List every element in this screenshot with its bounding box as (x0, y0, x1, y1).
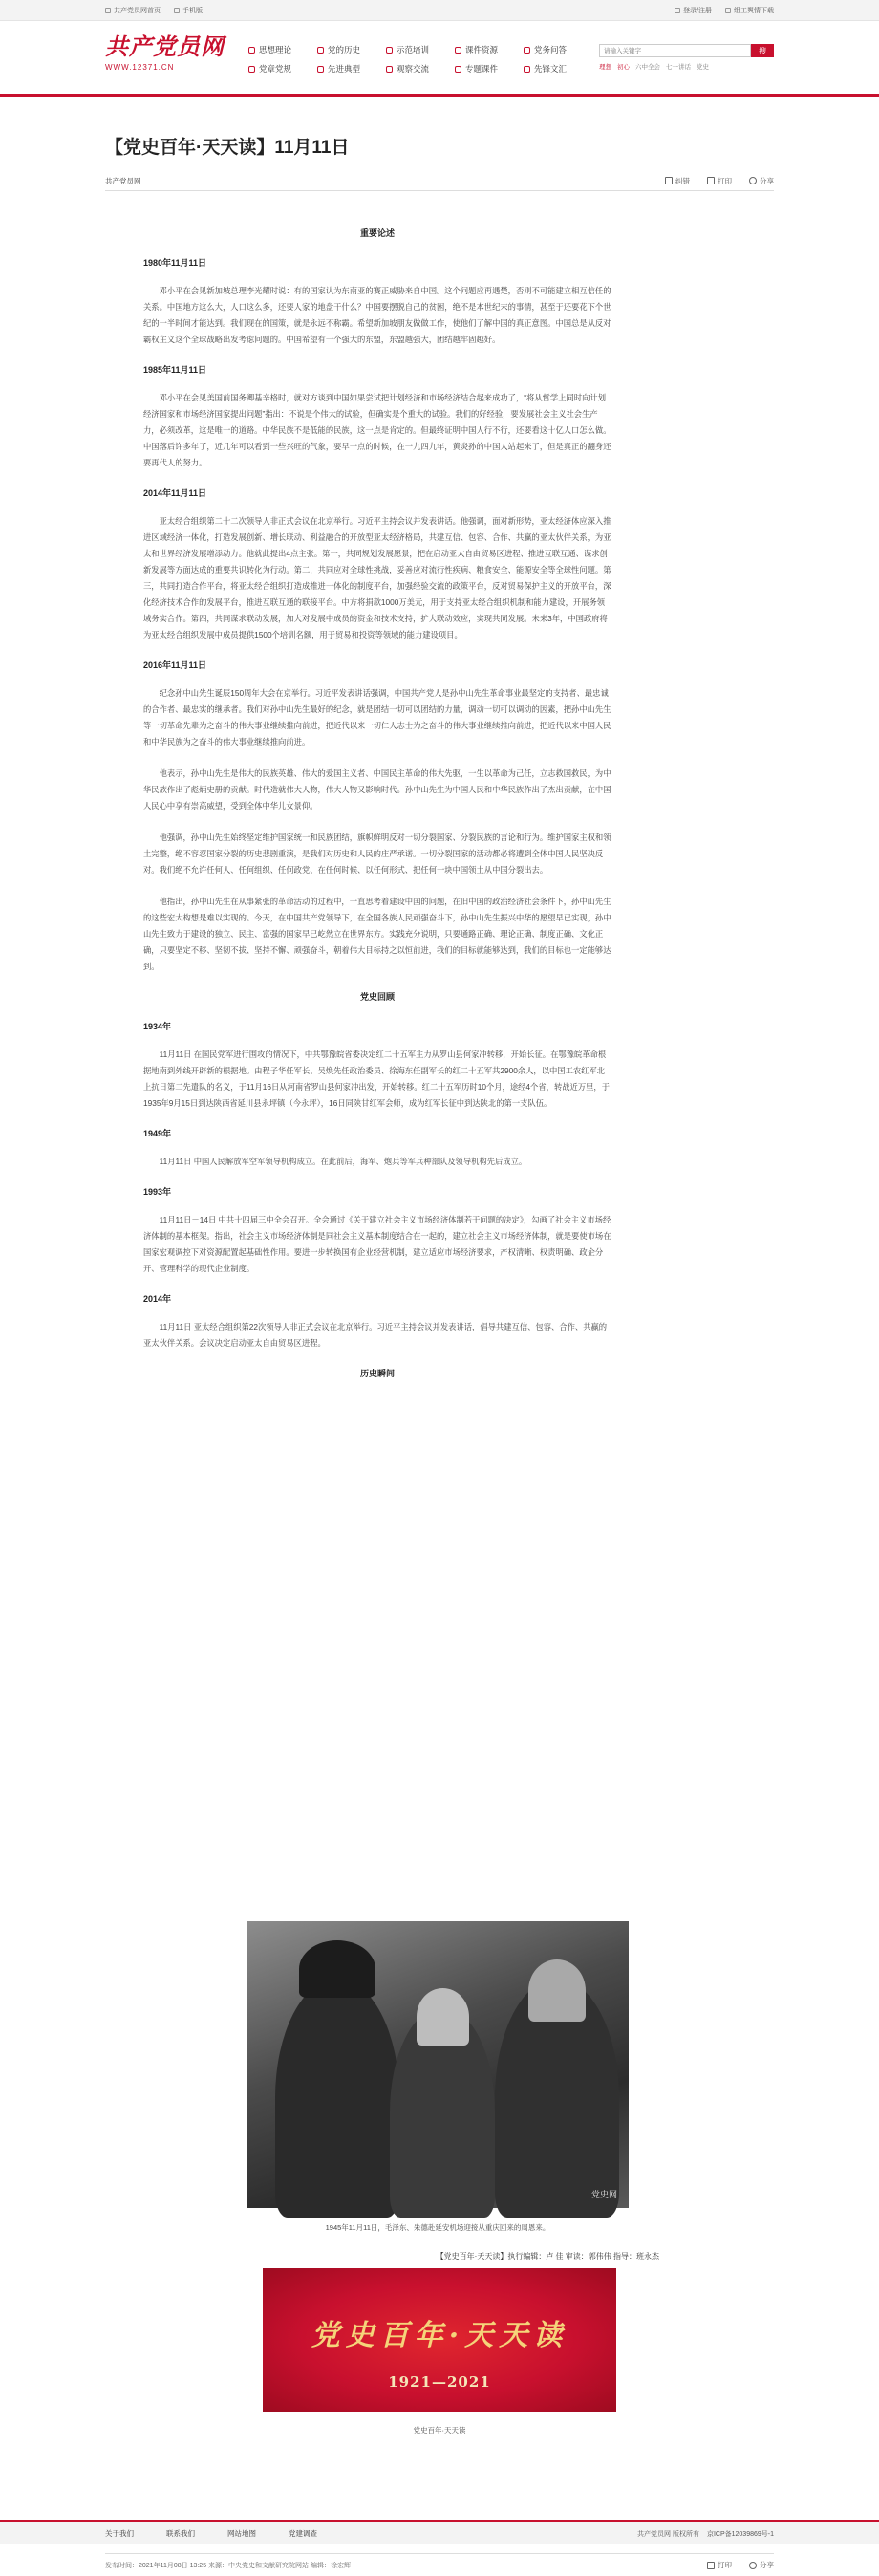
nav-icon (386, 66, 393, 73)
nav-icon (386, 47, 393, 54)
hot-word[interactable]: 六中全会 (635, 64, 660, 71)
hot-word[interactable]: 党史 (697, 64, 709, 71)
nav-icon (248, 66, 255, 73)
mobile-icon (174, 8, 180, 13)
paragraph: 11月11日 在国民党军进行围攻的情况下，中共鄂豫皖省委决定红二十五军主力从罗山县何家冲转移，开始长征。在鄂豫皖革命根据地南到外线开辟新的根据地。由程子华任军长、吴焕先任政治委员、徐海东任副军长的红二十五军共2900余人，以中国工农红军北上抗日第二先遣队的名义，于11月16日从河南省罗山县何家冲出发，开始转移。红二十五军历时10个月，途经4个省，转战近万里，于1935年9月15日到达陕西省延川县永坪镇（今永坪），16日同陕甘红军会师，成为红军长征中到达陕北的第一支队伍。 (143, 1050, 611, 1108)
home-link[interactable]: 共产党员网首页 (105, 6, 161, 15)
nav-icon (524, 66, 530, 73)
footer-link[interactable]: 网站地图 (227, 2529, 256, 2538)
logo-text: 共产党员网 (105, 32, 225, 60)
footer-link[interactable]: 联系我们 (166, 2529, 195, 2538)
share-button[interactable]: 分享 (749, 2560, 774, 2570)
person-figure (299, 1940, 375, 1998)
share-button[interactable]: 分享 (749, 176, 774, 186)
search-icon: 搜 (759, 46, 766, 55)
site-logo[interactable] (105, 32, 229, 80)
search-box (599, 44, 774, 71)
person-figure (417, 1988, 469, 2046)
article-title: 【党史百年·天天读】11月11日 (105, 138, 350, 158)
nav-item[interactable]: 课件资源 (455, 44, 524, 55)
paragraph: 邓小平在会见新加坡总理李光耀时说：有的国家认为东南亚的赛正威胁来自中国。这个问题应再遇楚，否则不可能建立相互信任的关系。中国地方这么大，人口这么多，还要人家的地盘干什么？中国要摆脱自己的贫困，绝不是本世纪末的事情，甚至于还要花下个世纪的一半时间才能达到。我们现在的国策，就是永远不称霸。希望新加坡朋友做做工作，使他们了解中国的真正意图。中国总是从反对霸权主义这个全球战略出发考虑问题的。中国希望有一个强大的东盟，东盟越强大，团结越牢固越好。 (143, 286, 611, 344)
edit-icon (665, 177, 673, 184)
banner-years: 1921—2021 (388, 2373, 491, 2391)
photo-caption: 1945年11月11日，毛泽东、朱德赴延安机场迎接从重庆回来的周恩来。 (325, 2223, 550, 2232)
paragraph: 11月11日 亚太经合组织第22次领导人非正式会议在北京举行。习近平主持会议并发表讲话，倡导共建互信、包容、合作、共赢的亚太伙伴关系。会议决定启动亚太自由贸易区进程。 (143, 1322, 608, 1348)
bottom-tools (707, 2560, 774, 2570)
mobile-link[interactable]: 手机版 (174, 6, 203, 15)
entry-date: 1934年 (143, 1022, 172, 1031)
person-figure (275, 1979, 399, 2218)
entry-date: 1993年 (143, 1187, 172, 1197)
publish-info: 发布时间：2021年11月08日 13:25 来源：中央党史和文献研究院网站 编辑：徐宏辉 (105, 2562, 351, 2569)
print-button[interactable]: 打印 (707, 2560, 732, 2570)
paragraph: 他表示，孙中山先生是伟大的民族英雄、伟大的爱国主义者、中国民主革命的伟大先驱，一生以革命为己任，立志救国救民，为中华民族作出了彪炳史册的贡献。时代造就伟大人物，伟大人物又影响时代。孙中山先生为中国人民和中华民族作出了杰出贡献，在中国人民心中享有崇高威望，受到全体中华儿女景仰。 (143, 768, 611, 811)
search-button[interactable] (751, 44, 774, 57)
copyright: 共产党员网 版权所有 (637, 2530, 699, 2538)
hot-words (599, 62, 774, 71)
article-body (143, 221, 611, 1396)
nav-icon (455, 47, 461, 54)
nav-item[interactable]: 先锋文汇 (524, 63, 592, 75)
nav-item[interactable]: 党的历史 (317, 44, 386, 55)
editor-credits: 【党史百年·天天读】执行编辑：卢 佳 审读：郭伟伟 指导：班永杰 (436, 2252, 659, 2261)
nav-icon (317, 47, 324, 54)
paragraph: 他指出，孙中山先生在从事紧张的革命活动的过程中，一直思考着建设中国的问题，在旧中国的政治经济社会条件下，孙中山先生的这些宏大构想是难以实现的。今天，在中国共产党领导下，在全国各族人民顽强奋斗下，孙中山先生振兴中华的愿望早已实现，孙中山先生致力于建设的独立、民主、富强的国家早已屹然立在世界东方。实践充分说明，只要通路正确、理论正确、制度正确、文化正确，只要坚定不移、坚韧不拔、坚持不懈、顽强奋斗，朝着伟大目标持之以恒前进，我们的目标就能够达到，我们的目标也一定能够达到。 (143, 897, 611, 971)
nav-item[interactable]: 党务问答 (524, 44, 592, 55)
title-divider (105, 190, 774, 191)
download-icon (725, 8, 731, 13)
printer-icon (707, 2562, 715, 2569)
banner-title: 党史百年·天天读 (311, 2319, 568, 2352)
section-title: 党史回顾 (359, 992, 395, 1002)
nav-item[interactable]: 党章党规 (248, 63, 317, 75)
icp-number[interactable]: 京ICP备12039869号-1 (706, 2530, 774, 2538)
top-bar (0, 0, 879, 21)
entry-date: 2014年11月11日 (143, 488, 207, 498)
historical-photo (247, 1921, 629, 2208)
hot-word[interactable]: 初心 (617, 64, 630, 71)
article-source: 共产党员网 (105, 176, 141, 185)
nav-icon (317, 66, 324, 73)
paragraph: 纪念孙中山先生诞辰150周年大会在京举行。习近平发表讲话强调，中国共产党人是孙中山先生革命事业最坚定的支持者、最忠诚的合作者、最忠实的继承者。我们对孙中山先生最好的纪念，就是团结一切可以团结的力量，调动一切可以调动的因素，把孙中山先生等一切革命先辈为之奋斗的伟大事业继续推向前进，把近代以来一切仁人志士为之奋斗的伟大事业继续推向前进，把近代以来中国人民和中华民族为之奋斗的伟大事业继续推向前进。 (143, 688, 611, 747)
share-icon (749, 2562, 757, 2569)
user-icon (675, 8, 680, 13)
hot-word[interactable]: 理想 (599, 64, 611, 71)
section-title: 重要论述 (359, 228, 395, 238)
paragraph: 邓小平在会见美国前国务卿基辛格时，就对方谈到中国如果尝试把计划经济和市场经济结合起来成功了，“将从哲学上同时向计划经济国家和市场经济国家提出问题”指出：不说是个伟大的试验，但确实是个重大的试验。我们的好经验，要发展社会主义社会生产力，必须改革，这是唯一的道路。中华民族不是低能的民族，这一点是肯定的。但最终证明中国人行不行，还要看这十亿人口怎么做。中国落后许多年了，近几年可以看到一些兴旺的气象，要早一点的时候，在一九四九年，黄炎孙的中国人站起来了，但是真正的翻身还要再代人的努力。 (143, 393, 611, 467)
section-title: 历史瞬间 (359, 1369, 395, 1378)
nav-icon (455, 66, 461, 73)
article-footer (105, 2553, 774, 2576)
footer-link[interactable]: 关于我们 (105, 2529, 134, 2538)
paragraph: 他强调，孙中山先生始终坚定维护国家统一和民族团结，旗帜鲜明反对一切分裂国家、分裂民族的言论和行为。维护国家主权和领土完整，绝不容忍国家分裂的历史悲剧重演，是我们对历史和人民的庄严承诺。一切分裂国家的活动都必将遭到全体中国人民坚决反对。我们绝不允许任何人、任何组织、任何政党、在任何时候、以任何形式、把任何一块中国领土从中国分裂出去。 (143, 833, 611, 875)
site-header (0, 21, 879, 94)
nav-icon (524, 47, 530, 54)
column-banner (263, 2268, 616, 2412)
paragraph: 11月11日 中国人民解放军空军领导机构成立。在此前后，海军、炮兵等军兵种部队及领导机构先后成立。 (159, 1157, 527, 1166)
hot-word[interactable]: 七一讲话 (666, 64, 691, 71)
login-link[interactable]: 登录/注册 (675, 6, 712, 15)
share-icon (749, 177, 757, 184)
entry-date: 1980年11月11日 (143, 258, 207, 268)
entry-date: 1949年 (143, 1129, 172, 1138)
banner-caption: 党史百年·天天读 (413, 2426, 466, 2435)
footer-link[interactable]: 党建调查 (289, 2529, 317, 2538)
nav-item[interactable]: 思想理论 (248, 44, 317, 55)
nav-item[interactable]: 示范培训 (386, 44, 455, 55)
article-meta (105, 173, 774, 188)
entry-date: 1985年11月11日 (143, 365, 207, 375)
article-tools (665, 176, 774, 186)
paragraph: 11月11日－14日 中共十四届三中全会召开。全会通过《关于建立社会主义市场经济体制若干问题的决定》，勾画了社会主义市场经济体制的基本框架。指出，社会主义市场经济体制是同社会主义基本制度结合在一起的，建立社会主义市场经济体制，就是要使市场在国家宏观调控下对资源配置起基础性作用。要进一步转换国有企业经营机制，建立适应市场经济要求，产权清晰、权责明确、政企分开、管理科学的现代企业制度。 (143, 1215, 611, 1273)
site-footer (0, 2520, 879, 2544)
watermark: 党史网 (590, 2190, 617, 2199)
entry-date: 2014年 (143, 1294, 172, 1304)
nav-item[interactable]: 先进典型 (317, 63, 386, 75)
nav-icon (248, 47, 255, 54)
download-link[interactable]: 组工舆情下载 (725, 6, 774, 15)
paragraph: 亚太经合组织第二十二次领导人非正式会议在北京举行。习近平主持会议并发表讲话。他强调，面对新形势，亚太经济体应深入推进区域经济一体化，打造发展创新、增长联动、利益融合的开放型亚太经济格局，共建互信、包容、合作、共赢的亚太伙伴关系，为亚太和世界经济发展增添动力。他就此提出4点主张。第一，共同规划发展愿景，把在启动亚太自由贸易区进程、推进互联互通、谋求创新发展等方面达成的重要共识转化为行动。第二，共同应对全球性挑战，妥善应对流行性疾病、粮食安全、能源安全等全球性问题。第三，共同打造合作平台，将亚太经合组织打造成推进一体化的制度平台，加强经验交流的政策平台，反对贸易保护主义的开放平台，深化经济技术合作的发展平台，推进互联互通的联接平台。中方将捐款1000万美元，用于支持亚太经合组织机制和能力建设，开展务领域务实合作。第四，共同谋求联动发展，加大对发展中成员的资金和技术支持，扩大联动效应，实现共同发展。未来3年，中国政府将为亚太经合组织发展中成员提供1500个培训名额，用于贸易和投资等领域的能力建设项目。 (143, 516, 611, 639)
logo-url: WWW.12371.CN (105, 63, 175, 72)
header-divider (0, 94, 879, 97)
print-button[interactable]: 打印 (707, 176, 732, 186)
printer-icon (707, 177, 715, 184)
correct-button[interactable]: 纠错 (665, 176, 690, 186)
nav-item[interactable]: 专题课件 (455, 63, 524, 75)
home-icon (105, 8, 111, 13)
entry-date: 2016年11月11日 (143, 660, 207, 670)
nav-item[interactable]: 观察交流 (386, 63, 455, 75)
person-figure (528, 1959, 586, 2022)
search-input[interactable] (599, 44, 751, 57)
